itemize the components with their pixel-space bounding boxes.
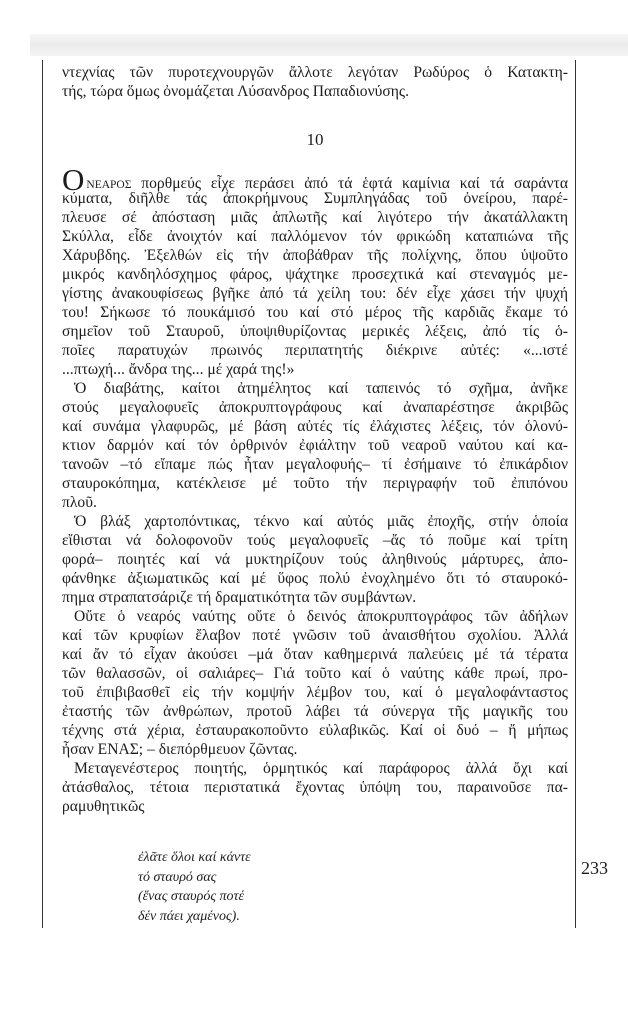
- verse-line: (ἕνας σταυρός ποτέ: [138, 889, 245, 904]
- text-line: Σκύλλα, εἶδε ἀνοιχτόν καί παλλόμενον τόν φρικώδη καταπιώνα τῆς: [62, 228, 568, 245]
- text-line: καί συνάμα γλαφυρῶς, μέ βάση αὐτές τίς ἐλάχιστες λέξεις, τόν ὁλονύ-: [62, 418, 568, 435]
- text-line: φορά– ποιητές καί νά μυκτηρίζουν τούς ἀληθινούς μάρτυρες, ἀπο-: [62, 551, 568, 568]
- chapter-body: [62, 162, 568, 816]
- scan-bleed-band: [30, 34, 628, 56]
- text-line: τέχνης στά χέρια, ἐσταυρακοποῦντο εὐλαβικῶς. Καί οἱ δυό – ἤ μήπως: [62, 722, 568, 739]
- verse-line: ἐλᾶτε ὅλοι καί κάντε: [138, 850, 251, 865]
- text-line: τοῦ ἐπιβιβασθεῖ εἰς τήν κομψήν λέμβον του, καί ὁ μεγαλοφάνταστος: [62, 684, 568, 701]
- verse-line: τό σταυρό σας: [138, 869, 217, 885]
- verse-quote: [138, 848, 251, 926]
- right-margin-rule: [575, 60, 576, 928]
- text-line: ἐταστής τῶν ἀνθρώπων, προτοῦ λάβει τά σύνεργα τῆς μαγικῆς του: [62, 703, 568, 720]
- text-line: στούς μεγαλοφυεῖς ἀποκρυπτογράφους καί ἀναπαρέστησε ἀκριβῶς: [62, 399, 568, 416]
- text-line: ...πτωχή... ἄνδρα της... μέ χαρά της!»: [62, 361, 295, 378]
- text-line: Χάρυβδης. Ἐξελθών εἰς τήν ἀποβάθραν τῆς πολίχνης, ὅπου ὑψοῦτο: [62, 247, 568, 264]
- text-line: τῶν θαλασσῶν, οἱ σαλιάρες– Γιά τοῦτο καί ὁ ναύτης κάθε πρωί, προ-: [62, 665, 568, 682]
- verse-line: δέν πάει χαμένος).: [138, 908, 240, 924]
- text-line: σημεῖον τοῦ Σταυροῦ, ὑποψιθυρίζοντας μερικές λέξεις, ἀπό τίς ὁ-: [62, 323, 568, 340]
- opening-smallcaps: ΝΕΑΡΟΣ: [86, 179, 132, 191]
- text-line: ντεχνίας τῶν πυροτεχνουργῶν ἄλλοτε λεγόταν Ρωδύρος ὁ Κατακτη-: [62, 64, 568, 81]
- chapter-number: 10: [306, 130, 324, 149]
- text-line: πημα στραπατσάριζε τή δραματικότητα τῶν συμβάντων.: [62, 589, 417, 606]
- text-line: Ὁ διαβάτης, καίτοι ἀτημέλητος καί ταπεινός τό σχῆμα, ἀνῆκε: [74, 380, 568, 397]
- text-line: κτιον δαρμόν καί τόν ὀρθρινόν ἐφιάλτην τοῦ νεαροῦ ναύτου καί κα-: [62, 437, 568, 454]
- text-line: μικρός κανδηλόσχημος φάρος, ψάχτηκε προσεχτικά καί στεναγμός με-: [62, 266, 568, 283]
- text-line: τανοῶν –τό εἴπαμε πώς ἦταν μεγαλοφυής– τί ἐσήμαινε τό ἐπικάρδιον: [62, 456, 568, 473]
- line-text: πορθμεύς εἶχε περάσει ἀπό τά ἑφτά καμίνια καί τά σαράντα: [131, 175, 568, 192]
- continuation-text: [62, 63, 568, 101]
- text-line: ἦσαν ΕΝΑΣ; – διεπόρθμευον ζῶντας.: [62, 741, 298, 758]
- text-line: [62, 162, 568, 197]
- left-margin-rule: [42, 60, 43, 928]
- text-line: καί ἄν τό εἶχαν ἀκούσει –μά ὅταν καθημερινά παλεύεις μέ τά τέρατα: [62, 646, 568, 663]
- text-line: καί τῶν κρυφίων ἔλαβον ποτέ γνῶσιν τοῦ ἀναισθήτου σχολίου. Ἀλλά: [62, 627, 568, 644]
- text-line: ἀτάσθαλος, τέτοια περιστατικά ἔχοντας ὑπόψη του, παραινοῦσε πα-: [62, 779, 568, 796]
- text-line: του! Σήκωσε τό πουκάμισό του καί στό μέρος τῆς καρδιᾶς ἔκαμε τό: [62, 304, 568, 321]
- text-line: ποῖες παρατυχών πρωινός περιπατητής διέκρινε αὐτές: «...ιστέ: [62, 342, 568, 359]
- text-line: εἴθισται νά δολοφονοῦν τούς μεγαλοφυεῖς –ἄς τό ποῦμε καί τρίτη: [62, 532, 568, 549]
- text-line: κύματα, διῆλθε τάς ἀποκρήμνους Συμπληγάδας τοῦ ὀνείρου, παρέ-: [62, 190, 568, 207]
- drop-cap: O: [62, 162, 85, 197]
- text-line: γίστης ἀνακουφίσεως βγῆκε ἀπό τά χείλη του: δέν εἶχε χάσει τήν ψυχή: [62, 285, 568, 302]
- text-line: ραμυθητικῶς: [62, 798, 145, 815]
- text-line: πλοῦ.: [62, 494, 97, 511]
- page-number: 233: [581, 858, 608, 878]
- text-line: Μεταγενέστερος ποιητής, ὁρμητικός καί παράφορος ἀλλά ὄχι καί: [74, 760, 568, 777]
- text-line: φάνθηκε ἀξιωματικῶς καί μέ ὕφος πολύ ἐνοχλημένο ὅτι τό σταυροκό-: [62, 570, 568, 587]
- text-line: πλευσε σέ ἀπόσταση μιᾶς ἁπλωτῆς καί λιγότερο τήν ἀκατάλλακτη: [62, 209, 568, 226]
- text-line: σταυροκόπημα, κατέκλεισε μέ τοῦτο τήν περιγραφήν τοῦ ἐπιπόνου: [62, 475, 568, 492]
- text-line: Ὁ βλάξ χαρτοπόντικας, τέκνο καί αὐτός μιᾶς ἐποχῆς, στήν ὁποία: [74, 513, 568, 530]
- text-line: Οὔτε ὁ νεαρός ναύτης οὔτε ὁ δεινός ἀποκρυπτογράφος τῶν ἀδήλων: [74, 608, 568, 625]
- text-line: τής, τώρα ὅμως ὀνομάζεται Λύσανδρος Παπαδιονύσης.: [62, 83, 409, 100]
